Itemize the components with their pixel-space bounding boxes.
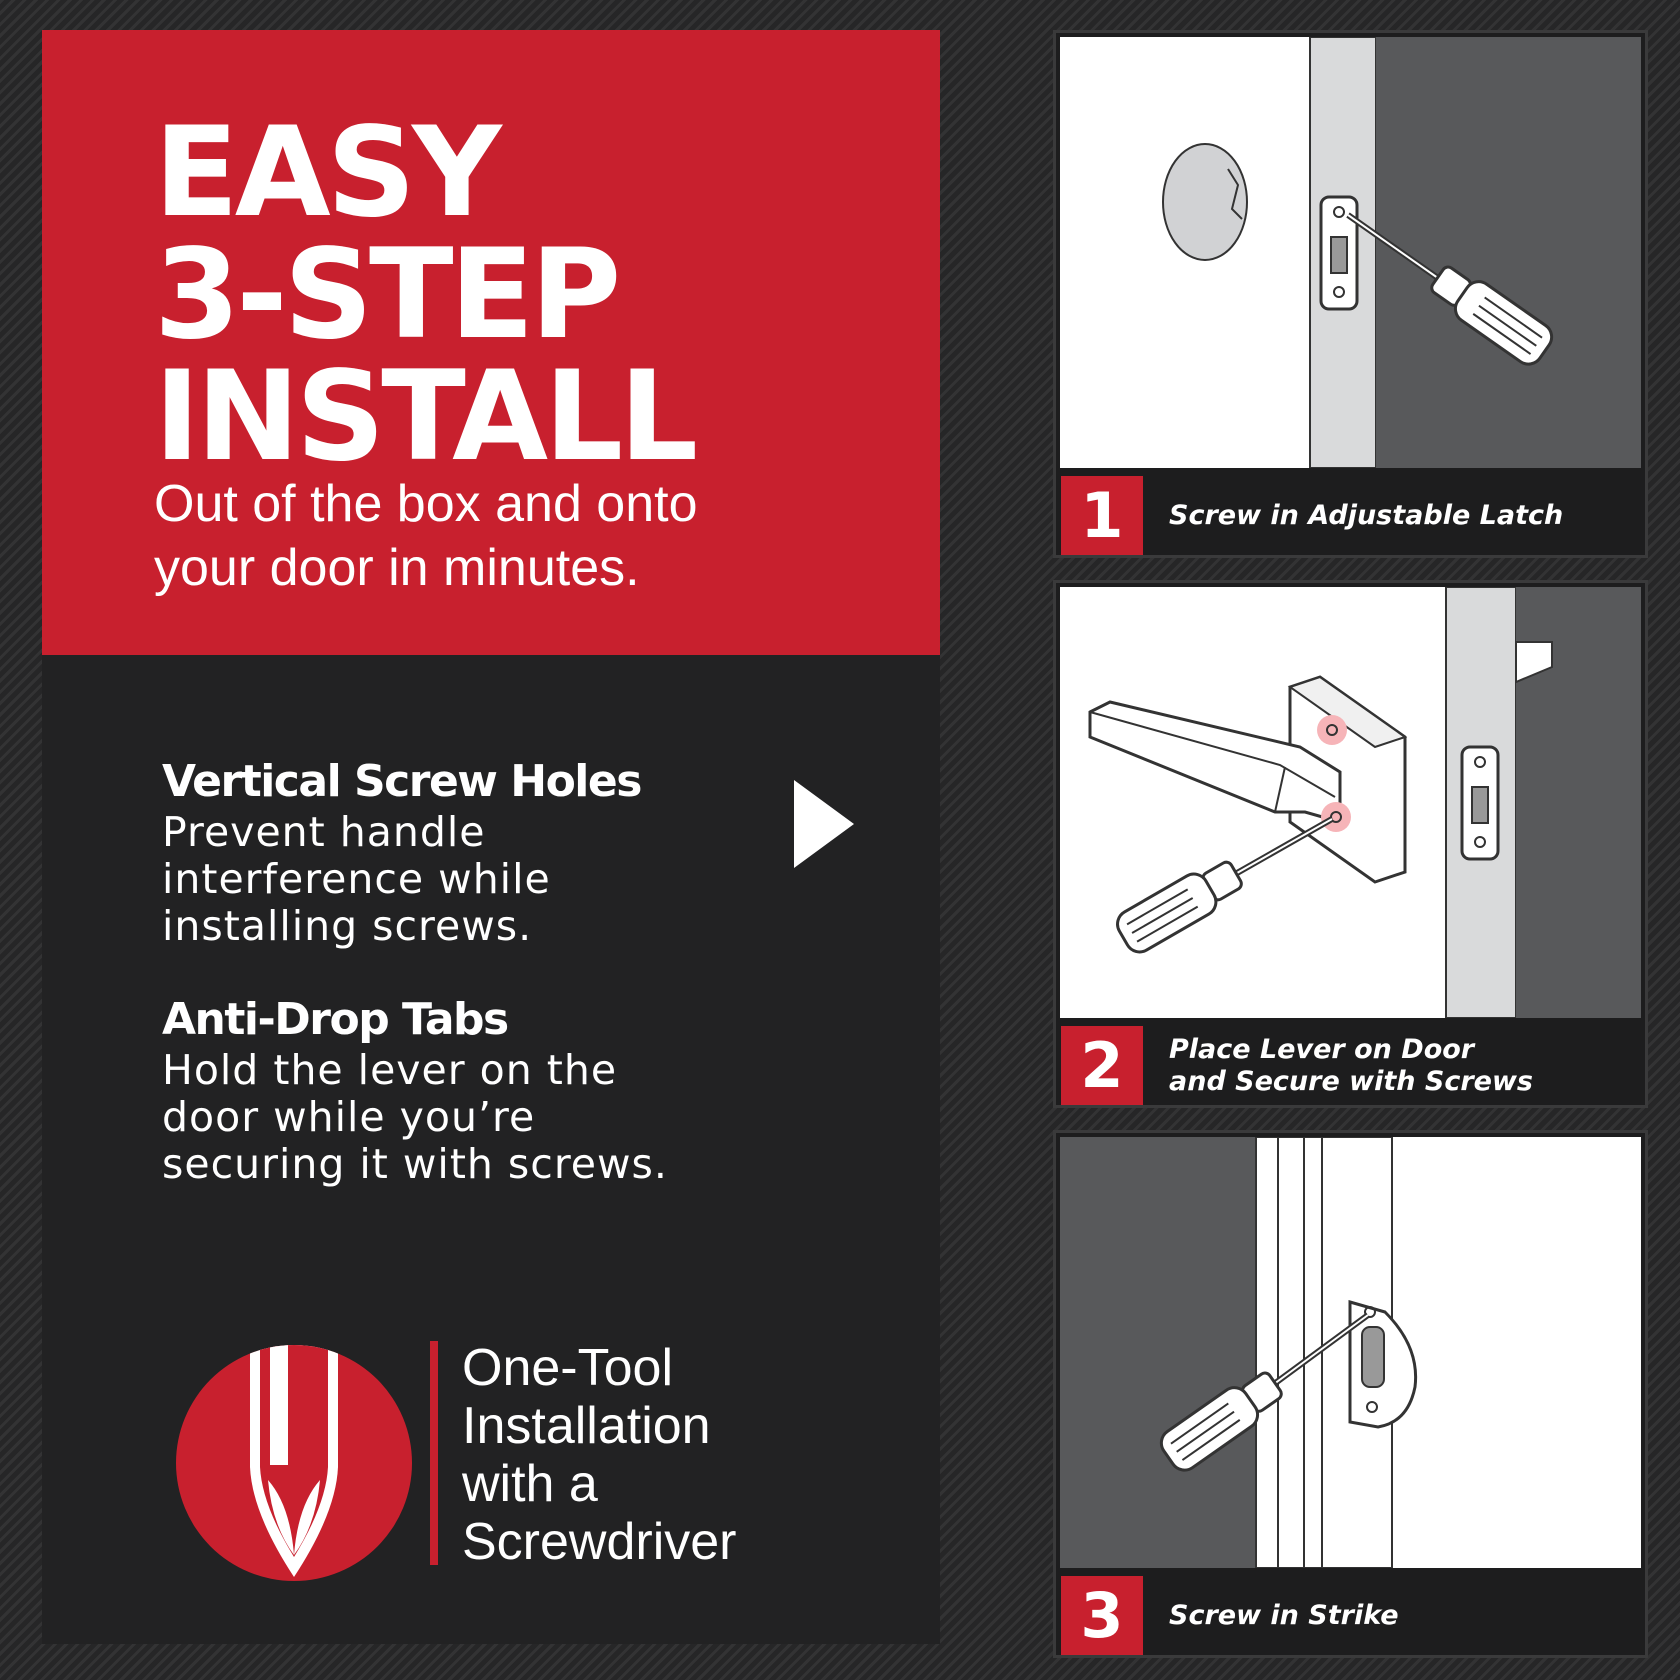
latch-illustration bbox=[1060, 37, 1641, 468]
strike-illustration bbox=[1060, 1137, 1641, 1568]
feature-description bbox=[162, 1047, 668, 1188]
step-number-badge: 1 bbox=[1061, 476, 1143, 555]
hero-title-line: 3-STEP bbox=[154, 223, 618, 367]
feature-title: Vertical Screw Holes bbox=[162, 756, 641, 807]
lever-illustration bbox=[1060, 587, 1641, 1018]
step-card-3 bbox=[1053, 1130, 1648, 1658]
feature-description-line: installing screws. bbox=[162, 902, 533, 950]
step-card-1 bbox=[1053, 30, 1648, 558]
hero-banner bbox=[42, 30, 940, 655]
step-caption bbox=[1169, 1576, 1399, 1655]
one-tool-line: Installation bbox=[462, 1397, 711, 1455]
one-tool-line: Screwdriver bbox=[462, 1513, 737, 1571]
features-panel bbox=[42, 655, 940, 1644]
hero-title-line: INSTALL bbox=[154, 345, 695, 489]
left-panel bbox=[42, 30, 940, 1644]
hero-title bbox=[154, 101, 695, 489]
hero-title-line: EASY bbox=[154, 101, 498, 245]
hero-subtitle bbox=[154, 472, 894, 600]
step-number-badge: 2 bbox=[1061, 1026, 1143, 1105]
one-tool-text bbox=[462, 1339, 737, 1571]
step-caption bbox=[1169, 1026, 1533, 1105]
step-caption-text: Place Lever on Door and Secure with Screws bbox=[1169, 1033, 1533, 1097]
feature-vertical-screw-holes bbox=[162, 755, 641, 950]
hero-subtitle-line: your door in minutes. bbox=[154, 539, 640, 597]
tool-divider bbox=[430, 1341, 438, 1565]
feature-description-line: securing it with screws. bbox=[162, 1140, 668, 1188]
step-caption bbox=[1169, 476, 1563, 555]
play-arrow-icon bbox=[794, 780, 854, 868]
feature-description-line: interference while bbox=[162, 855, 551, 903]
step-caption-text: Screw in Adjustable Latch bbox=[1169, 499, 1564, 531]
feature-description bbox=[162, 809, 641, 950]
step-caption-text: Screw in Strike bbox=[1169, 1599, 1399, 1631]
screwdriver-tip-icon bbox=[176, 1345, 412, 1581]
step-card-2 bbox=[1053, 580, 1648, 1108]
hero-subtitle-line: Out of the box and onto bbox=[154, 475, 698, 533]
one-tool-line: with a bbox=[462, 1455, 598, 1513]
feature-title: Anti-Drop Tabs bbox=[162, 994, 508, 1045]
feature-anti-drop-tabs bbox=[162, 993, 668, 1188]
one-tool-line: One-Tool bbox=[462, 1339, 673, 1397]
feature-description-line: Prevent handle bbox=[162, 808, 486, 856]
feature-description-line: door while you’re bbox=[162, 1093, 536, 1141]
feature-description-line: Hold the lever on the bbox=[162, 1046, 618, 1094]
step-number-badge: 3 bbox=[1061, 1576, 1143, 1655]
